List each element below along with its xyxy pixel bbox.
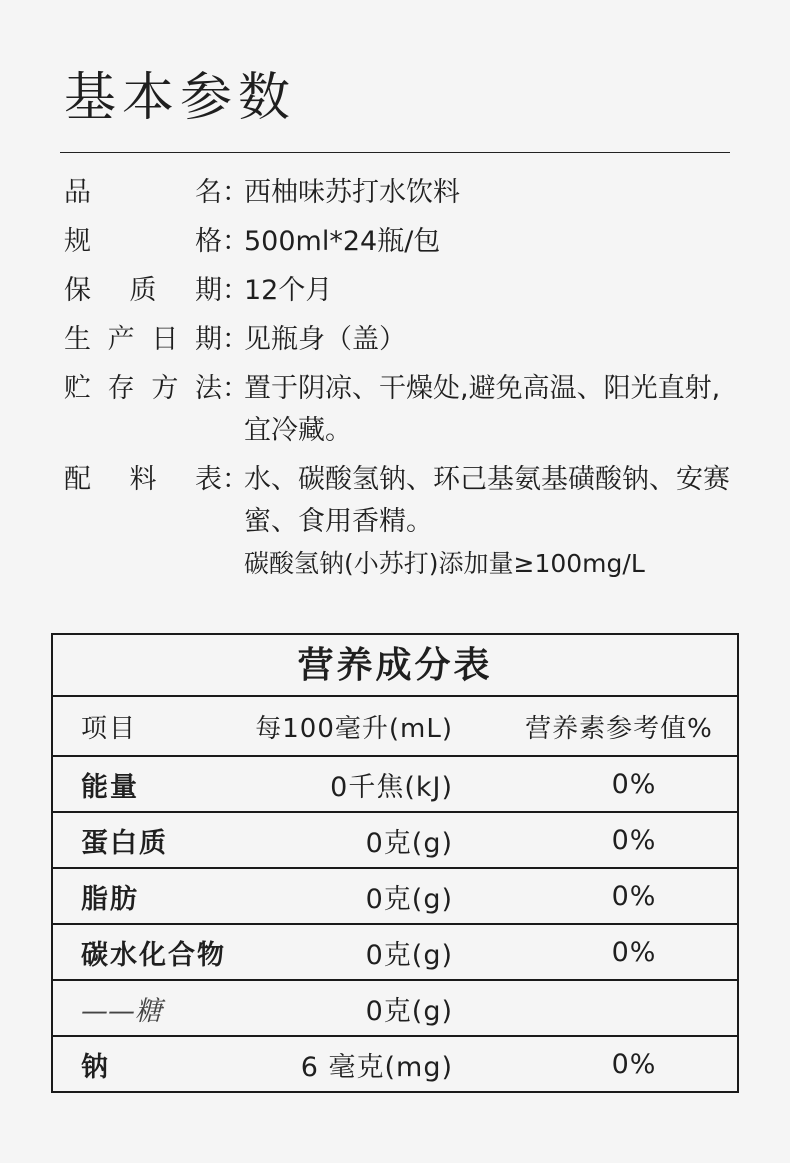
nutrient-name: ——糖 (81, 995, 162, 1027)
param-colon: ： (222, 177, 249, 208)
nutrient-name: 脂肪 (81, 883, 139, 915)
param-label-char: 期 (195, 275, 222, 306)
nutrition-table (51, 633, 739, 1093)
basic-params-list (64, 172, 736, 592)
param-label (64, 172, 222, 214)
param-label-char: 法 (194, 373, 222, 404)
param-label-char: 配 (64, 464, 91, 495)
param-label-char: 生 (64, 324, 91, 355)
page-title: 基本参数 (64, 68, 297, 128)
param-value-line: 西柚味苏打水饮料 (244, 177, 460, 208)
param-value-line: 12个月 (244, 275, 333, 306)
param-label-char: 品 (64, 177, 91, 208)
param-label-char: 料 (129, 464, 157, 495)
table-row (53, 1037, 737, 1091)
nutrient-name: 碳水化合物 (81, 939, 226, 971)
param-label-char: 产 (107, 324, 135, 355)
param-value-line: 见瓶身（盖） (244, 324, 406, 355)
param-value (244, 368, 736, 452)
param-value (244, 270, 736, 312)
table-row (53, 813, 737, 869)
param-value-line: 500ml*24瓶/包 (244, 226, 441, 257)
param-label (64, 459, 222, 585)
nutrient-amount: 0克(g) (365, 827, 453, 859)
param-label-char: 方 (151, 373, 179, 404)
nutrient-nrv: 0% (611, 1048, 657, 1080)
param-label (64, 368, 222, 452)
param-row (64, 368, 736, 452)
param-value (244, 221, 736, 263)
nutrient-nrv: 0% (611, 936, 657, 968)
param-label-char: 表 (195, 464, 222, 495)
param-label (64, 221, 222, 263)
param-label (64, 319, 222, 361)
nutrient-amount: 6 毫克(mg) (300, 1051, 453, 1083)
param-colon: ： (222, 275, 249, 306)
nutrient-amount: 0克(g) (365, 883, 453, 915)
param-colon: ： (222, 464, 249, 495)
nutrient-amount: 0克(g) (365, 995, 453, 1027)
table-row (53, 869, 737, 925)
param-label-char: 存 (107, 373, 135, 404)
table-row (53, 757, 737, 813)
table-row (53, 925, 737, 981)
param-value (244, 319, 736, 361)
header-amount: 每100毫升(mL) (255, 713, 453, 744)
nutrient-name: 钠 (81, 1051, 110, 1083)
nutrient-amount: 0千焦(kJ) (330, 771, 453, 803)
param-row (64, 172, 736, 214)
table-row (53, 981, 737, 1037)
param-colon: ： (222, 324, 249, 355)
nutrient-nrv: 0% (611, 824, 657, 856)
param-label-char: 格 (195, 226, 222, 257)
nutrient-amount: 0克(g) (365, 939, 453, 971)
nutrition-table-header (53, 697, 737, 757)
header-nrv: 营养素参考值% (525, 713, 713, 744)
param-row (64, 459, 736, 585)
header-item: 项目 (81, 713, 138, 744)
param-label-char: 日 (151, 324, 179, 355)
nutrient-nrv: 0% (611, 880, 657, 912)
param-label-char: 规 (64, 226, 91, 257)
nutrition-table-title: 营养成分表 (53, 635, 737, 697)
nutrient-name: 能量 (81, 771, 139, 803)
param-colon: ： (222, 226, 249, 257)
param-label-char: 期 (194, 324, 222, 355)
nutrient-nrv (515, 981, 753, 1035)
param-label-char: 保 (64, 275, 91, 306)
param-colon: ： (222, 373, 249, 404)
param-value (244, 459, 736, 585)
param-row (64, 319, 736, 361)
param-label-char: 名 (195, 177, 222, 208)
nutrient-name: 蛋白质 (81, 827, 168, 859)
param-label-char: 贮 (64, 373, 91, 404)
param-row (64, 221, 736, 263)
param-label (64, 270, 222, 312)
param-label-char: 质 (129, 275, 157, 306)
param-value-line: 碳酸氢钠(小苏打)添加量≥100mg/L (244, 549, 645, 578)
title-divider (60, 152, 730, 153)
param-value-line: 置于阴凉、干燥处,避免高温、阳光直射,宜冷藏。 (244, 373, 721, 446)
param-value (244, 172, 736, 214)
param-value-line: 水、碳酸氢钠、环己基氨基磺酸钠、安赛蜜、食用香精。 (244, 464, 730, 537)
nutrient-nrv: 0% (611, 768, 657, 800)
param-row (64, 270, 736, 312)
